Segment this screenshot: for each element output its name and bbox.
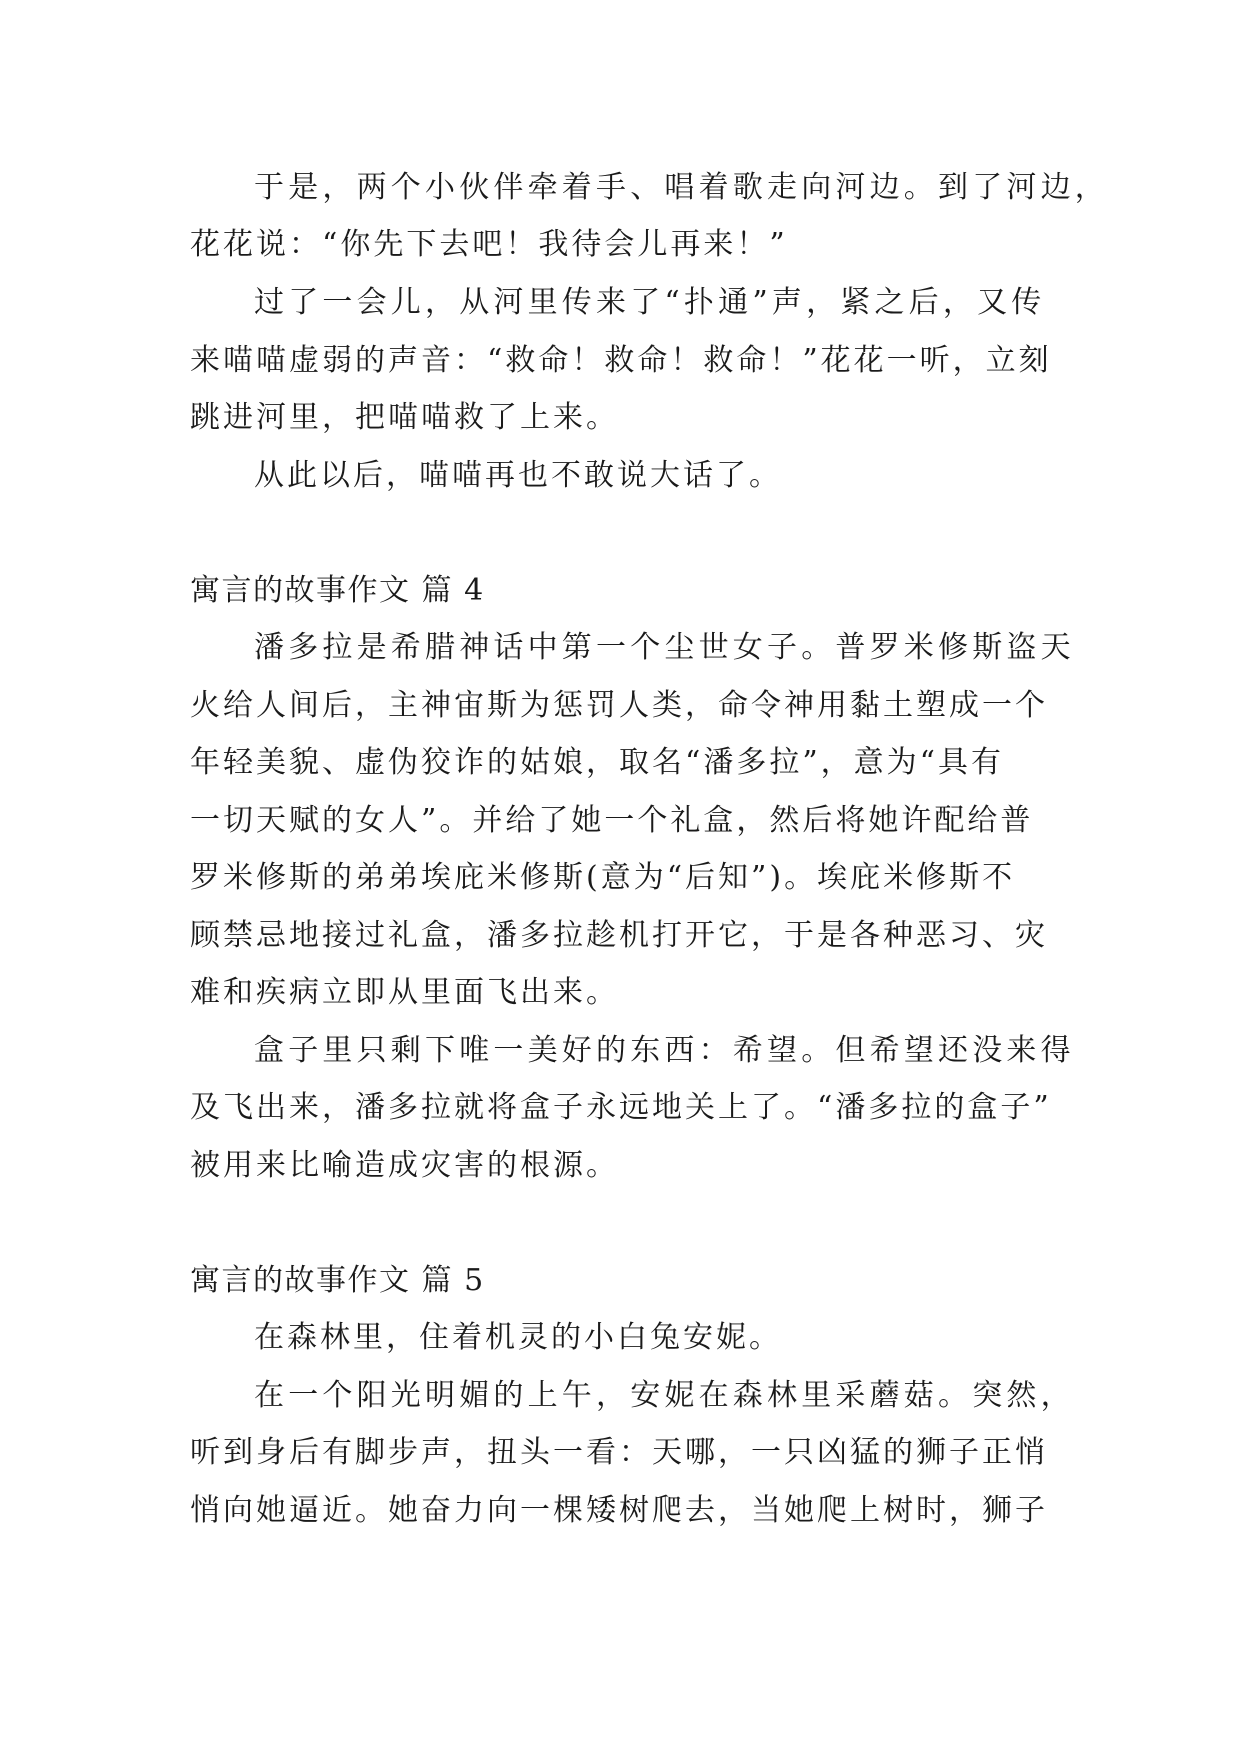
paragraph-line	[0, 1376, 1241, 1416]
paragraph-line	[0, 398, 1241, 438]
paragraph-text: 及飞出来，潘多拉就将盒子永远地关上了。“潘多拉的盒子”	[190, 1090, 1052, 1125]
paragraph-line	[0, 456, 1241, 496]
paragraph-line	[0, 1088, 1241, 1128]
paragraph-text: 一切天赋的女人”。并给了她一个礼盒，然后将她许配给普	[190, 803, 1034, 838]
paragraph-line	[0, 858, 1241, 898]
paragraph-text: 在森林里，住着机灵的小白兔安妮。	[254, 1320, 782, 1355]
paragraph-text: 被用来比喻造成灾害的根源。	[190, 1148, 619, 1183]
section-heading	[0, 1261, 1241, 1301]
paragraph-line	[0, 341, 1241, 381]
paragraph-text: 难和疾病立即从里面飞出来。	[190, 975, 619, 1010]
section-heading-text: 寓言的故事作文 篇 4	[190, 573, 485, 608]
paragraph-text: 顾禁忌地接过礼盒，潘多拉趁机打开它，于是各种恶习、灾	[190, 918, 1048, 953]
paragraph-text: 年轻美貌、虚伪狡诈的姑娘，取名“潘多拉”，意为“具有	[190, 745, 1005, 780]
paragraph-line	[0, 1491, 1241, 1531]
section-heading	[0, 571, 1241, 611]
paragraph-text: 从此以后，喵喵再也不敢说大话了。	[254, 458, 782, 493]
paragraph-line	[0, 1318, 1241, 1358]
paragraph-text: 罗米修斯的弟弟埃庇米修斯(意为“后知”)。埃庇米修斯不	[190, 860, 1016, 895]
paragraph-text: 在一个阳光明媚的上午，安妮在森林里采蘑菇。突然，	[254, 1378, 1075, 1413]
paragraph-line	[0, 628, 1241, 668]
section-heading-text: 寓言的故事作文 篇 5	[190, 1263, 485, 1298]
paragraph-text: 盒子里只剩下唯一美好的东西：希望。但希望还没来得	[254, 1033, 1075, 1068]
paragraph-text: 悄向她逼近。她奋力向一棵矮树爬去，当她爬上树时，狮子	[190, 1493, 1048, 1528]
paragraph-text: 听到身后有脚步声，扭头一看：天哪，一只凶猛的狮子正悄	[190, 1435, 1048, 1470]
paragraph-line	[0, 973, 1241, 1013]
paragraph-line	[0, 1146, 1241, 1186]
paragraph-text: 潘多拉是希腊神话中第一个尘世女子。普罗米修斯盗天	[254, 630, 1075, 665]
paragraph-text: 于是，两个小伙伴牵着手、唱着歌走向河边。到了河边，	[254, 170, 1109, 205]
paragraph-line	[0, 801, 1241, 841]
paragraph-line	[0, 1433, 1241, 1473]
paragraph-line	[0, 283, 1241, 323]
paragraph-text: 过了一会儿，从河里传来了“扑通”声，紧之后，又传	[254, 285, 1046, 320]
paragraph-line	[0, 1031, 1241, 1071]
paragraph-line	[0, 686, 1241, 726]
paragraph-line	[0, 225, 1241, 265]
paragraph-line	[0, 916, 1241, 956]
paragraph-text: 花花说：“你先下去吧！我待会儿再来！”	[190, 227, 788, 262]
paragraph-line	[0, 743, 1241, 783]
paragraph-text: 来喵喵虚弱的声音：“救命！救命！救命！”花花一听，立刻	[190, 343, 1052, 378]
paragraph-text: 火给人间后，主神宙斯为惩罚人类，命令神用黏土塑成一个	[190, 688, 1048, 723]
paragraph-line	[0, 168, 1241, 208]
paragraph-text: 跳进河里，把喵喵救了上来。	[190, 400, 619, 435]
